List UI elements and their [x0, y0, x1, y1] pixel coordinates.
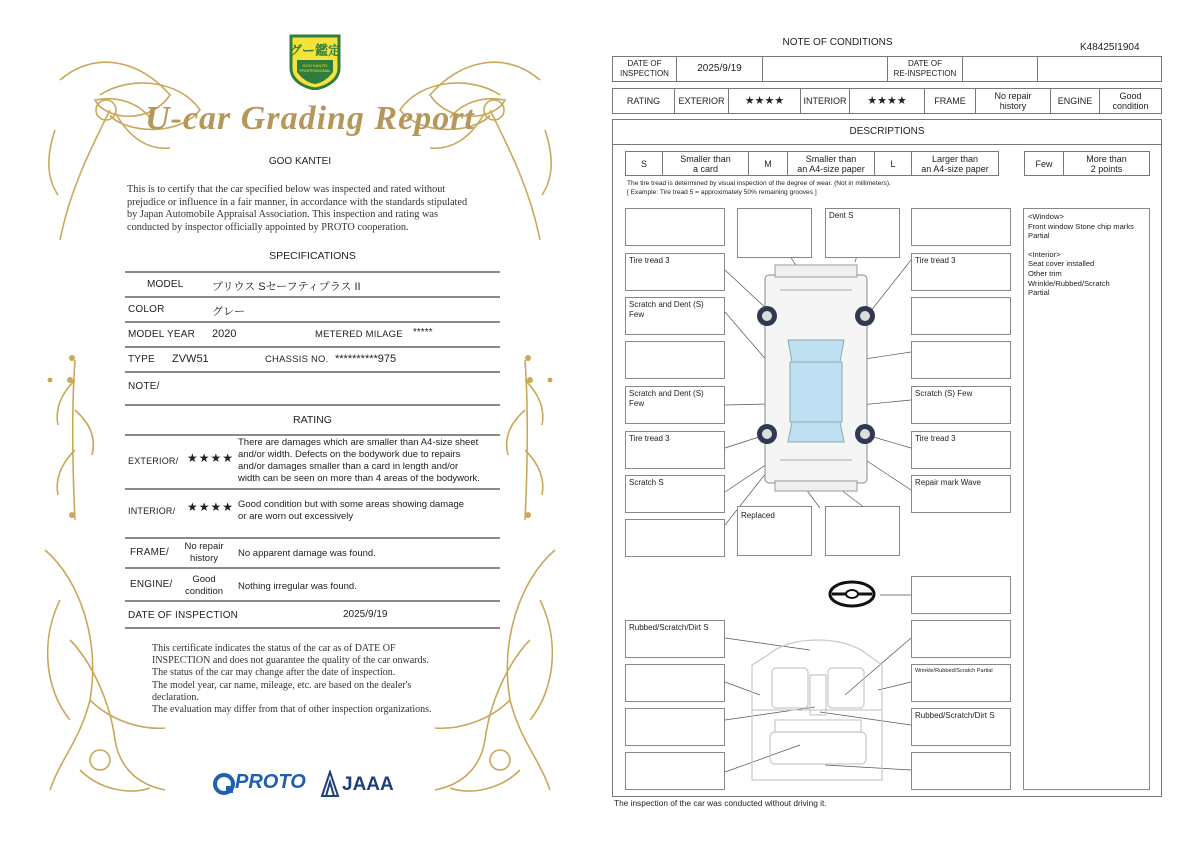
date-label-line: DATE OF	[627, 59, 662, 68]
damage-box-tire-front-left: Tire tread 3	[625, 253, 725, 291]
notes-line: Other trim	[1028, 268, 1062, 278]
legend-desc-line: a card	[692, 163, 718, 174]
damage-box-empty	[625, 519, 725, 557]
interior-stars: ★★★★	[187, 500, 235, 514]
car-top-view-icon	[765, 265, 867, 491]
damage-box-empty	[911, 620, 1011, 658]
damage-box-empty	[625, 664, 725, 702]
exterior-stars: ★★★★	[728, 88, 801, 114]
model-label: MODEL	[147, 279, 184, 290]
interior-desc-line: Good condition but with some areas showing damage	[238, 499, 465, 510]
intro-line: prejudice or influence in a fair manner, in accordance with the standards stipulated	[127, 196, 468, 208]
date-label-line: INSPECTION	[620, 69, 669, 78]
intro-line: conducted by inspector officially appointed by PROTO cooperation.	[127, 221, 409, 233]
model-year-label: MODEL YEAR	[128, 329, 196, 340]
interior-label: INTERIOR/	[128, 506, 176, 516]
legend-desc-line: 2 points	[1090, 163, 1123, 174]
date-of-inspection-label: DATE OF INSPECTION	[128, 610, 239, 621]
descriptions-heading: DESCRIPTIONS	[612, 119, 1162, 145]
date-of-inspection-value: 2025/9/19	[343, 609, 388, 620]
disclaimer-line: The status of the car may change after the date of inspection.	[152, 667, 396, 679]
legend-desc-line: Smaller than	[680, 153, 731, 164]
disclaimer-line: The model year, car name, mileage, etc. are based on the dealer's	[152, 679, 412, 691]
frame-label: FRAME/	[130, 547, 169, 558]
damage-box-empty	[625, 708, 725, 746]
specifications-heading: SPECIFICATIONS	[269, 250, 356, 262]
damage-box-scratch-dent-front: Scratch and Dent (S) Few	[625, 297, 725, 335]
damage-box-empty	[911, 576, 1011, 614]
notes-line: Partial	[1028, 231, 1050, 241]
legend-key-s: S	[625, 151, 663, 176]
notes-line: Partial	[1028, 288, 1050, 298]
report-subtitle: GOO KANTEI	[268, 156, 332, 167]
damage-box-empty	[625, 208, 725, 246]
note-of-conditions-sheet	[600, 0, 1200, 848]
type-value: ZVW51	[172, 353, 209, 365]
interior-label: INTERIOR	[800, 88, 850, 114]
frame-value-line: history	[999, 101, 1027, 111]
damage-box-tire-rear-left: Tire tread 3	[625, 431, 725, 469]
exterior-description	[238, 437, 503, 485]
exterior-desc-line: and/or width. Defects on the bodywork due to repairs	[238, 449, 461, 460]
engine-label: ENGINE/	[130, 579, 173, 590]
frame-value-line: No repair	[994, 91, 1032, 101]
damage-box-empty	[625, 341, 725, 379]
engine-value-line: Good	[192, 574, 216, 585]
legend-desc-line: Larger than	[931, 153, 979, 164]
damage-box-replaced	[737, 506, 812, 556]
rating-label: RATING	[612, 88, 675, 114]
reinspect-label-line: RE-INSPECTION	[893, 69, 957, 78]
frame-description: No apparent damage was found.	[238, 548, 376, 559]
engine-value-line: Good	[1119, 91, 1142, 101]
exterior-desc-line: width can be seen on more than 4 areas of the bodywork.	[238, 473, 480, 484]
damage-box-rubbed-seat: Rubbed/Scratch/Dirt S	[911, 708, 1011, 746]
damage-box-rubbed-ceiling: Rubbed/Scratch/Dirt S	[625, 620, 725, 658]
tire-note-line: [ Example: Tire tread 5 = approximately 50% remaining grooves ]	[627, 188, 817, 196]
steering-wheel-icon	[830, 582, 874, 606]
damage-box-scratch-few: Scratch (S) Few	[911, 386, 1011, 424]
disclaimer-line: This certificate indicates the status of the car as of DATE OF	[152, 643, 396, 654]
exterior-desc-line: and/or damages smaller than a card in length and/or	[238, 461, 459, 472]
mileage-label: METERED MILAGE	[315, 329, 403, 340]
disclaimer-line: The evaluation may differ from that of other inspection organizations.	[152, 704, 432, 716]
proto-logo-text: PROTO	[235, 771, 306, 793]
interior-description	[238, 499, 503, 523]
legend-desc-line: an A4-size paper	[797, 163, 865, 174]
sheet-title: NOTE OF CONDITIONS	[782, 37, 893, 48]
rating-heading: RATING	[293, 414, 332, 426]
damage-box-empty	[911, 341, 1011, 379]
tire-note-line: The tire tread is determined by visual inspection of the degree of wear. (Not in millimeters).	[627, 180, 891, 187]
sheet-footer: The inspection of the car was conducted without driving it.	[614, 798, 827, 808]
frame-value	[176, 541, 232, 565]
goo-kantei-badge	[287, 32, 343, 90]
notes-line: Seat cover installed	[1028, 259, 1095, 269]
damage-box-scratch: Scratch S	[625, 475, 725, 513]
engine-description: Nothing irregular was found.	[238, 581, 357, 592]
exterior-label: EXTERIOR	[674, 88, 729, 114]
damage-box-empty	[737, 208, 812, 258]
reference-number: K48425I1904	[1080, 42, 1140, 53]
replaced-label: Replaced	[741, 511, 775, 520]
exterior-desc-line: There are damages which are smaller than A4-size sheet	[238, 437, 479, 448]
frame-value-line: No repair	[184, 541, 224, 552]
damage-box-empty	[911, 752, 1011, 790]
damage-box-scratch-dent-rear: Scratch and Dent (S) Few	[625, 386, 725, 424]
engine-value-line: condition	[1112, 101, 1149, 111]
engine-value	[176, 574, 232, 598]
disclaimer-line: declaration.	[152, 691, 199, 703]
chassis-label: CHASSIS NO.	[265, 354, 329, 365]
color-value: グレー	[212, 306, 245, 318]
legend-desc-line: Smaller than	[805, 153, 857, 164]
reinspect-label-line: DATE OF	[907, 59, 943, 68]
damage-box-wrinkle: Wrinkle/Rubbed/Scratch Partial	[911, 664, 1011, 702]
notes-window-label: <Window>	[1028, 212, 1064, 221]
legend-desc-line: an A4-size paper	[921, 163, 989, 174]
damage-box-tire-rear-right: Tire tread 3	[911, 431, 1011, 469]
engine-label: ENGINE	[1050, 88, 1100, 114]
exterior-stars: ★★★★	[187, 451, 235, 465]
condition-notes	[1023, 208, 1150, 790]
color-label: COLOR	[128, 304, 165, 315]
damage-box-tire-front-right: Tire tread 3	[911, 253, 1011, 291]
damage-box-empty	[625, 752, 725, 790]
legend-key-m: M	[748, 151, 788, 176]
exterior-label: EXTERIOR/	[128, 456, 179, 466]
frame-label: FRAME	[924, 88, 976, 114]
mileage-value: *****	[413, 327, 433, 338]
damage-box-empty	[825, 506, 900, 556]
type-label: TYPE	[128, 354, 155, 365]
proto-logo-icon	[213, 773, 235, 795]
jaaa-logo	[320, 770, 400, 798]
note-label: NOTE/	[128, 381, 160, 392]
car-interior-view-icon	[752, 640, 882, 780]
legend-key-few: Few	[1024, 151, 1064, 176]
jaaa-logo-icon	[320, 770, 340, 798]
damage-box-empty	[911, 297, 1011, 335]
report-title: U-car Grading Report	[145, 100, 475, 137]
notes-line: Wrinkle/Rubbed/Scratch	[1028, 278, 1110, 288]
damage-box-repair-mark: Repair mark Wave	[911, 475, 1011, 513]
intro-line: This is to certify that the car specified below was inspected and rated without	[127, 184, 446, 195]
frame-value-line: history	[190, 553, 218, 564]
legend-desc-line: More than	[1086, 153, 1127, 164]
proto-logo	[213, 771, 313, 797]
chassis-value: **********975	[335, 353, 397, 365]
model-value: プリウス Sセーフティプラス II	[212, 281, 361, 293]
disclaimer-line: INSPECTION and does not guarantee the quality of the car onwards.	[152, 655, 429, 667]
badge-text: グー鑑定	[288, 43, 341, 58]
legend-key-l: L	[874, 151, 912, 176]
intro-paragraph	[127, 184, 507, 234]
disclaimer-paragraph	[152, 643, 482, 716]
damage-box-empty	[911, 208, 1011, 246]
interior-stars: ★★★★	[849, 88, 925, 114]
interior-desc-line: or are worn out excessively	[238, 511, 354, 522]
badge-subtext: GOO KANTEI PROFESSIONAL	[299, 63, 331, 73]
intro-line: by Japan Automobile Appraisal Association. This inspection and rating was	[127, 209, 438, 221]
notes-line: Front window Stone chip marks	[1028, 221, 1134, 231]
engine-value-line: condition	[184, 586, 224, 597]
date-of-inspection-value: 2025/9/19	[676, 56, 763, 82]
notes-interior-label: <Interior>	[1028, 249, 1061, 259]
model-year-value: 2020	[212, 328, 237, 340]
damage-box-dent: Dent S	[825, 208, 900, 258]
jaaa-logo-text: JAAA	[342, 774, 394, 795]
